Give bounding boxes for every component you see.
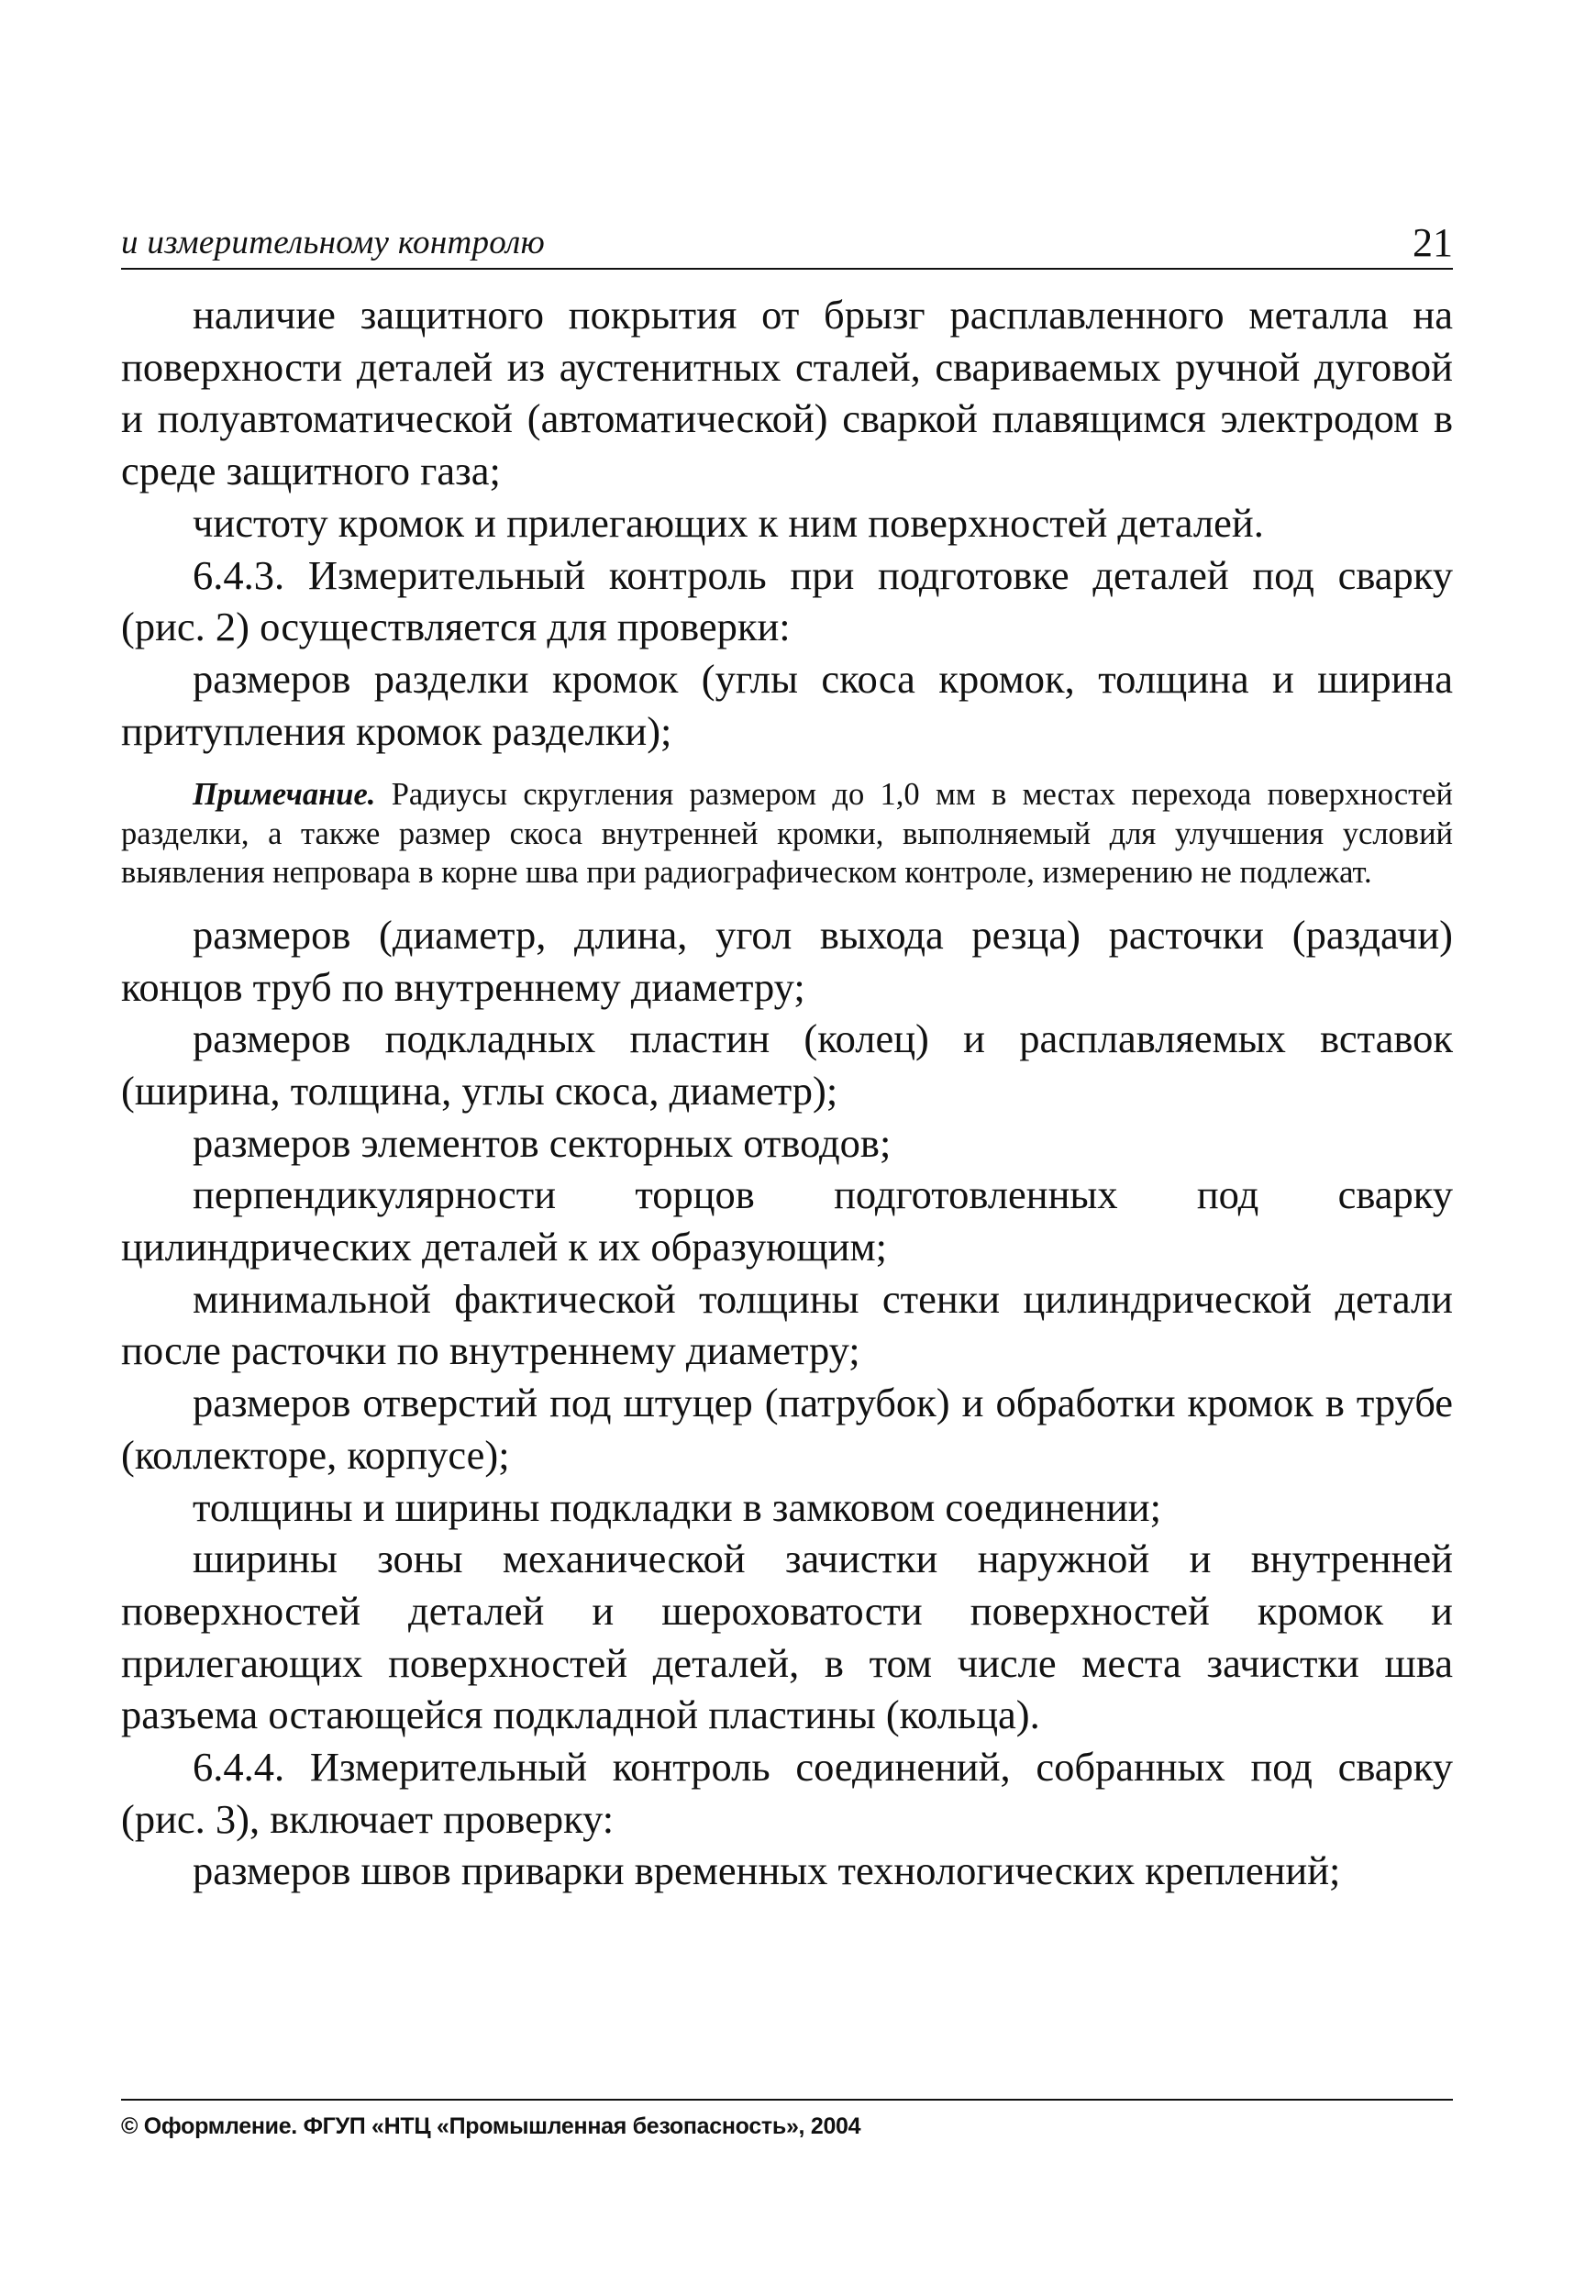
- note-label: Примечание.: [193, 777, 376, 813]
- note-text: Радиусы скругления размером до 1,0 мм в местах перехода поверхностей разделки, а также размер скоса внутренней кромки, выполняемый для улучшения условий выявления непровара в корне шва при радиографическом контроле, измерению не подлежат.: [121, 777, 1453, 891]
- page-footer: [121, 2099, 1453, 2140]
- paragraph: минимальной фактической толщины стенки цилиндрической детали после расточки по внутреннему диаметру;: [121, 1275, 1453, 1374]
- copyright-notice: © Оформление. ФГУП «НТЦ «Промышленная безопасность», 2004: [121, 2113, 861, 2139]
- paragraph: 6.4.3. Измерительный контроль при подготовке деталей под сварку (рис. 2) осуществляется для проверки:: [121, 551, 1453, 650]
- paragraph: перпендикулярности торцов подготовленных под сварку цилиндрических деталей к их образующим;: [121, 1171, 1453, 1270]
- paragraph: размеров разделки кромок (углы скоса кромок, толщина и ширина притупления кромок разделки);: [121, 655, 1453, 754]
- paragraph: толщины и ширины подкладки в замковом соединении;: [193, 1483, 1161, 1530]
- main-text: [121, 289, 1453, 1897]
- paragraph: размеров (диаметр, длина, угол выхода резца) расточки (раздачи) концов труб по внутреннему диаметру;: [121, 911, 1453, 1010]
- note: [121, 775, 1453, 893]
- paragraph: размеров подкладных пластин (колец) и расплавляемых вставок (ширина, толщина, углы скоса, диаметр);: [121, 1015, 1453, 1114]
- paragraph: наличие защитного покрытия от брызг расплавленного металла на поверхности деталей из аустенитных сталей, свариваемых ручной дуговой и полуавтоматической (автоматической) сваркой плавящимся электродом в среде защитного газа;: [121, 292, 1453, 494]
- paragraph: ширины зоны механической зачистки наружной и внутренней поверхностей деталей и шероховатости поверхностей кромок и прилегающих поверхностей деталей, в том числе места зачистки шва разъема остающейся подкладной пластины (кольца).: [121, 1536, 1453, 1738]
- page-number: 21: [1413, 220, 1453, 265]
- paragraph: 6.4.4. Измерительный контроль соединений, собранных под сварку (рис. 3), включает проверку:: [121, 1744, 1453, 1842]
- running-header: [121, 220, 1453, 270]
- paragraph: чистоту кромок и прилегающих к ним поверхностей деталей.: [193, 499, 1264, 546]
- paragraph: размеров элементов секторных отводов;: [193, 1119, 892, 1166]
- paragraph: размеров отверстий под штуцер (патрубок) и обработки кромок в трубе (коллекторе, корпусе);: [121, 1380, 1453, 1478]
- running-header-title: и измерительному контролю: [121, 224, 545, 261]
- paragraph: размеров швов приварки временных технологических креплений;: [193, 1847, 1341, 1894]
